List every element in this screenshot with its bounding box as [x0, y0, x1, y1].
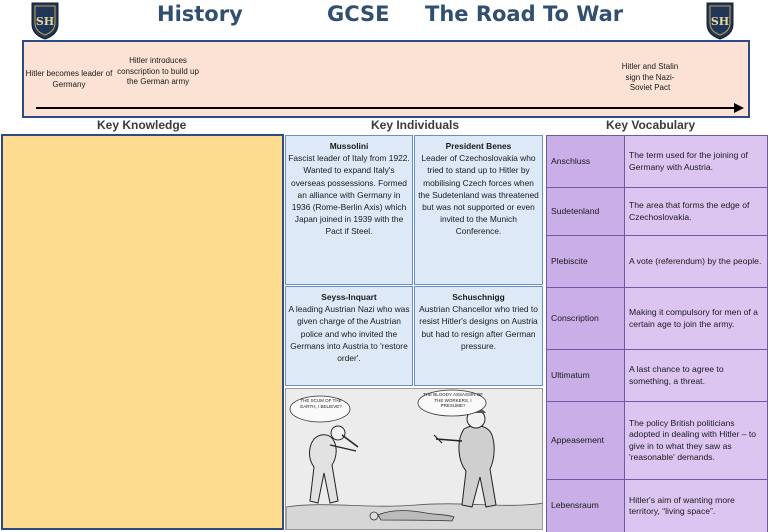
vocab-row-lebensraum: [547, 480, 768, 532]
vocab-term: Anschluss: [547, 136, 625, 188]
vocab-row-conscription: [547, 288, 768, 350]
vocab-term: Plebiscite: [547, 236, 625, 288]
vocab-row-appeasement: [547, 402, 768, 480]
timeline-event-conscription: Hitler introduces conscription to build up the German army: [117, 56, 199, 86]
individual-name: Seyss-Inquart: [321, 292, 377, 302]
key-individuals-grid: [285, 135, 543, 386]
vocab-term: Lebensraum: [547, 480, 625, 532]
vocab-row-ultimatum: [547, 350, 768, 402]
individual-description: Leader of Czechoslovakia who tried to stand up to Hitler by mobilising Czech forces when the Sudetenland was threatened but was not supported or even invited to the Munich Conference.: [418, 153, 539, 237]
individual-name: President Benes: [445, 141, 512, 151]
vocab-definition: The term used for the joining of Germany with Austria.: [625, 136, 768, 188]
key-knowledge-heading: Key Knowledge: [97, 118, 187, 132]
individual-card-benes: [414, 135, 543, 285]
vocab-term: Appeasement: [547, 402, 625, 480]
vocab-definition: The area that forms the edge of Czechoslovakia.: [625, 188, 768, 236]
school-crest-right: [706, 2, 734, 40]
vocab-row-anschluss: [547, 136, 768, 188]
school-crest-left: [31, 2, 59, 40]
individual-name: Schuschnigg: [452, 292, 505, 302]
crest-letters: SH: [710, 15, 730, 28]
cartoon-speech-right: THE BLOODY ASSASSIN OF THE WORKERS, I PRESUME?: [423, 392, 483, 408]
individual-card-schuschnigg: [414, 286, 543, 386]
vocab-definition: Making it compulsory for men of a certain age to join the army.: [625, 288, 768, 350]
timeline-event-hitler-leader: Hitler becomes leader of Germany: [25, 69, 113, 89]
key-knowledge-box: [1, 134, 284, 530]
key-vocabulary-heading: Key Vocabulary: [606, 118, 696, 132]
vocab-definition: A last chance to agree to something, a threat.: [625, 350, 768, 402]
vocab-term: Sudetenland: [547, 188, 625, 236]
individual-description: A leading Austrian Nazi who was given charge of the Austrian police and who invited the Germans into Austria to 'restore order'.: [288, 304, 410, 364]
rendezvous-cartoon-image: [285, 388, 543, 530]
subject-title: History: [157, 2, 243, 26]
individual-card-mussolini: [285, 135, 413, 285]
individual-description: Fascist leader of Italy from 1922. Wanted to expand Italy's overseas possessions. Formed an alliance with Germany in 1936 (Rome-Berlin Axis) which Japan joined in 1939 with the Pact if Steel.: [288, 153, 410, 237]
timeline-panel: [22, 40, 750, 118]
topic-title: The Road To War: [425, 2, 624, 26]
individual-name: Mussolini: [329, 141, 369, 151]
vocab-term: Ultimatum: [547, 350, 625, 402]
cartoon-speech-left: THE SCUM OF THE EARTH, I BELIEVE?: [300, 398, 342, 409]
qualification-title: GCSE: [327, 2, 390, 26]
vocab-definition: Hitler's aim of wanting more territory, “living space”.: [625, 480, 768, 532]
timeline-arrow-head-icon: [734, 103, 744, 113]
crest-letters: SH: [35, 15, 55, 28]
vocab-definition: The policy British politicians adopted in dealing with Hitler – to give in to what they saw as 'reasonable' demands.: [625, 402, 768, 480]
crest-shield-icon: [31, 2, 59, 40]
vocab-row-plebiscite: [547, 236, 768, 288]
key-vocabulary-table: [546, 135, 768, 532]
key-individuals-heading: Key Individuals: [371, 118, 460, 132]
vocab-definition: A vote (referendum) by the people.: [625, 236, 768, 288]
timeline-arrow-line: [36, 107, 736, 109]
cartoon-illustration: [286, 389, 543, 530]
vocab-row-sudetenland: [547, 188, 768, 236]
individual-description: Austrian Chancellor who tried to resist Hitler's designs on Austria but had to resign after German pressure.: [419, 304, 538, 351]
vocab-term: Conscription: [547, 288, 625, 350]
individual-card-seyss-inquart: [285, 286, 413, 386]
timeline-event-nazi-soviet-pact: Hitler and Stalin sign the Nazi-Soviet Pact: [621, 62, 679, 92]
crest-shield-icon: [706, 2, 734, 40]
